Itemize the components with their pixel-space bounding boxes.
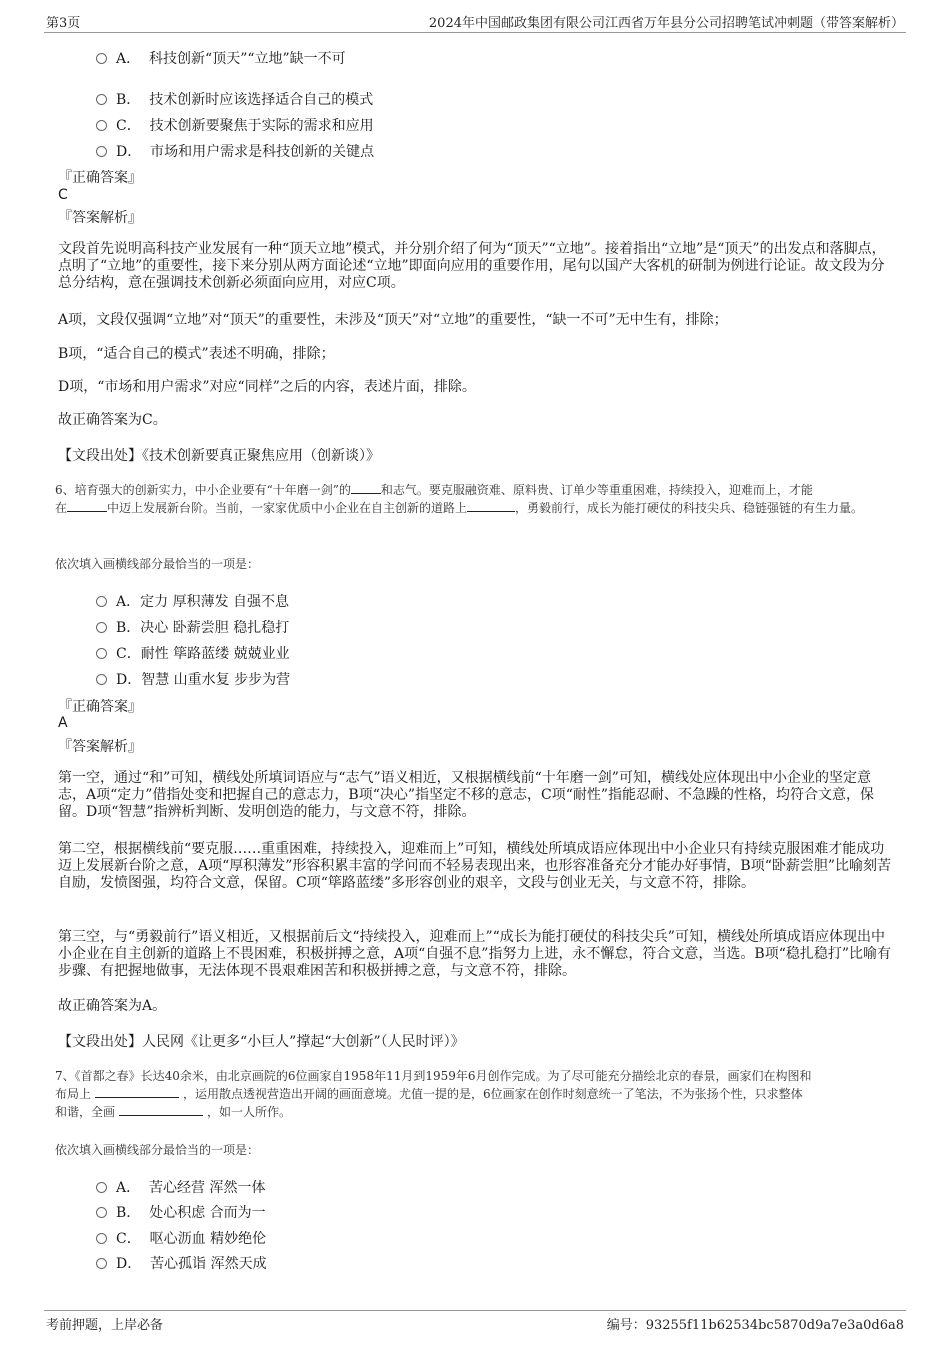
q7-option-a[interactable]: A． 苦心经营 浑然一体: [96, 1177, 265, 1197]
option-text: 技术创新时应该选择适合自己的模式: [149, 92, 374, 108]
radio-icon[interactable]: [96, 120, 107, 131]
q5-answer: C: [58, 187, 68, 203]
footer-left: 考前押题，上岸必备: [46, 1318, 164, 1333]
q7-blank-1: [95, 1085, 179, 1098]
option-text: 苦心孤诣 浑然天成: [150, 1256, 267, 1272]
q5-analysis-p2: A项，文段仅强调“立地”对“顶天”的重要性，未涉及“顶天”对“立地”的重要性，“缺一不可”无中生有，排除；: [58, 312, 728, 328]
page-number: 第3页: [46, 16, 81, 31]
q6-analysis-p3: 第三空，与“勇毅前行”语义相近，又根据前后文“持续投入，迎难而上”“成长为能打硬仗的科技尖兵”可知，横线处所填成语应体现出中小企业在自主创新的道路上不畏困难，积极拼搏之意，A项“自强不息”指努力上进，永不懈怠，符合文意，当选。B项“稳扎稳打”比喻有步骤、有把握地做事，无法体现不畏艰难困苦和积极拼搏之意，与文意不符，排除。: [58, 929, 892, 979]
q5-source: 【文段出处】《技术创新要真正聚焦应用（创新谈）》: [58, 448, 380, 464]
radio-icon[interactable]: [96, 94, 107, 105]
radio-icon[interactable]: [96, 674, 107, 685]
q6-analysis-label: 『答案解析』: [58, 739, 142, 755]
option-text: 耐性 筚路蓝缕 兢兢业业: [140, 646, 290, 662]
option-text: 决心 卧薪尝胆 稳扎稳打: [140, 620, 290, 636]
option-text: 处心积虑 合而为一: [149, 1205, 266, 1221]
option-text: 技术创新要聚焦于实际的需求和应用: [149, 118, 374, 134]
q6-blank-1: [351, 481, 381, 494]
q6-option-c[interactable]: C．耐性 筚路蓝缕 兢兢业业: [96, 643, 290, 663]
q7-stem: 7、《首都之春》长达40余米，由北京画院的6位画家自1958年11月到1959年6月创作完成。为了尽可能充分描绘北京的春景，画家们在构图和 布局上 ，运用散点透视营造出开阔的画面意境。尤值一提的是，6位画家在创作时刻意统一了笔法，不为张扬个性，只求整体 和谐，全画 ，如一人所作。: [55, 1069, 812, 1119]
q6-prompt: 依次填入画横线部分最恰当的一项是：: [55, 557, 260, 571]
q5-option-b[interactable]: B． 技术创新时应该选择适合自己的模式: [96, 89, 373, 109]
q5-analysis-p3: B项，“适合自己的模式”表述不明确，排除；: [58, 346, 335, 362]
q7-option-c[interactable]: C． 呕心沥血 精妙绝伦: [96, 1228, 266, 1248]
q7-prompt: 依次填入画横线部分最恰当的一项是：: [55, 1143, 260, 1157]
q5-analysis-p1: 文段首先说明高科技产业发展有一种“顶天立地”模式，并分别介绍了何为“顶天”“立地”。接着指出“立地”是“顶天”的出发点和落脚点，点明了“立地”的重要性，接下来分别从两方面论述“立地”即面向应用的重要作用，尾句以国产大客机的研制为例进行论证。故文段为分总分结构，意在强调技术创新必须面向应用，对应C项。: [58, 241, 886, 291]
radio-icon[interactable]: [96, 146, 107, 157]
header-divider: [44, 32, 906, 33]
q5-analysis-p4: D项，“市场和用户需求”对应“同样”之后的内容，表述片面，排除。: [58, 379, 476, 395]
footer-serial: 编号：93255f11b62534bc5870d9a7e3a0d6a8: [606, 1318, 904, 1333]
q6-source: 【文段出处】人民网《让更多“小巨人”撑起“大创新”（人民时评）》: [58, 1034, 465, 1050]
q7-option-d[interactable]: D． 苦心孤诣 浑然天成: [96, 1253, 267, 1273]
q5-option-c[interactable]: C． 技术创新要聚焦于实际的需求和应用: [96, 115, 374, 135]
q6-analysis-p4: 故正确答案为A。: [58, 998, 167, 1014]
q5-option-d[interactable]: D． 市场和用户需求是科技创新的关键点: [96, 141, 374, 161]
document-title: 2024年中国邮政集团有限公司江西省万年县分公司招聘笔试冲刺题（带答案解析）: [428, 16, 904, 31]
q6-option-d[interactable]: D．智慧 山重水复 步步为营: [96, 669, 290, 689]
q5-answer-label: 『正确答案』: [58, 170, 142, 186]
option-text: 科技创新“顶天”“立地”缺一不可: [149, 51, 346, 67]
q6-answer: A: [58, 715, 68, 731]
option-text: 呕心沥血 精妙绝伦: [149, 1231, 267, 1247]
q6-option-b[interactable]: B．决心 卧薪尝胆 稳扎稳打: [96, 617, 289, 637]
q6-option-a[interactable]: A．定力 厚积薄发 自强不息: [96, 591, 289, 611]
radio-icon[interactable]: [96, 53, 107, 64]
footer-divider: [44, 1310, 906, 1311]
q7-option-b[interactable]: B． 处心积虑 合而为一: [96, 1202, 266, 1222]
q5-analysis-label: 『答案解析』: [58, 210, 142, 226]
q5-analysis-p5: 故正确答案为C。: [58, 412, 167, 428]
option-text: 苦心经营 浑然一体: [149, 1180, 266, 1196]
option-text: 智慧 山重水复 步步为营: [141, 672, 291, 688]
q6-answer-label: 『正确答案』: [58, 699, 142, 715]
q6-stem: 6、培育强大的创新实力，中小企业要有“十年磨一剑”的 和志气。要克服融资难、原料贵、订单少等重重困难，持续投入，迎难而上，才能 在 中迈上发展新台阶。当前，一家家优质中小企业在自主创新的道路上 ，勇毅前行，成长为能打硬仗的科技尖兵、稳链强链的有生力量。: [55, 483, 864, 515]
radio-icon[interactable]: [96, 1182, 107, 1193]
q7-blank-2: [119, 1103, 203, 1116]
q6-analysis-p2: 第二空，根据横线前“要克服……重重困难，持续投入，迎难而上”可知，横线处所填成语应体现出中小企业只有持续克服困难才能成功迈上发展新台阶之意，A项“厚积薄发”形容积累丰富的学问而不轻易表现出来，也形容准备充分才能办好事情，B项“卧薪尝胆”比喻刻苦自励，发愤图强，均符合文意，保留。C项“筚路蓝缕”多形容创业的艰辛，文段与创业无关，与文意不符，排除。: [58, 841, 892, 891]
radio-icon[interactable]: [96, 1207, 107, 1218]
radio-icon[interactable]: [96, 648, 107, 659]
q6-analysis-p1: 第一空，通过“和”可知，横线处所填词语应与“志气”语义相近，又根据横线前“十年磨一剑”可知，横线处应体现出中小企业的坚定意志，A项“定力”借指处变和把握自己的意志力，B项“决心”指坚定不移的意志，C项“耐性”指能忍耐、不急躁的性格，均符合文意，保留。D项“智慧”指辨析判断、发明创造的能力，与文意不符，排除。: [58, 770, 875, 820]
q6-blank-3: [467, 499, 515, 512]
q6-blank-2: [67, 499, 107, 512]
option-text: 定力 厚积薄发 自强不息: [140, 594, 290, 610]
radio-icon[interactable]: [96, 1233, 107, 1244]
radio-icon[interactable]: [96, 622, 107, 633]
option-text: 市场和用户需求是科技创新的关键点: [150, 144, 375, 160]
radio-icon[interactable]: [96, 1258, 107, 1269]
radio-icon[interactable]: [96, 596, 107, 607]
q5-option-a[interactable]: A． 科技创新“顶天”“立地”缺一不可: [96, 48, 346, 68]
